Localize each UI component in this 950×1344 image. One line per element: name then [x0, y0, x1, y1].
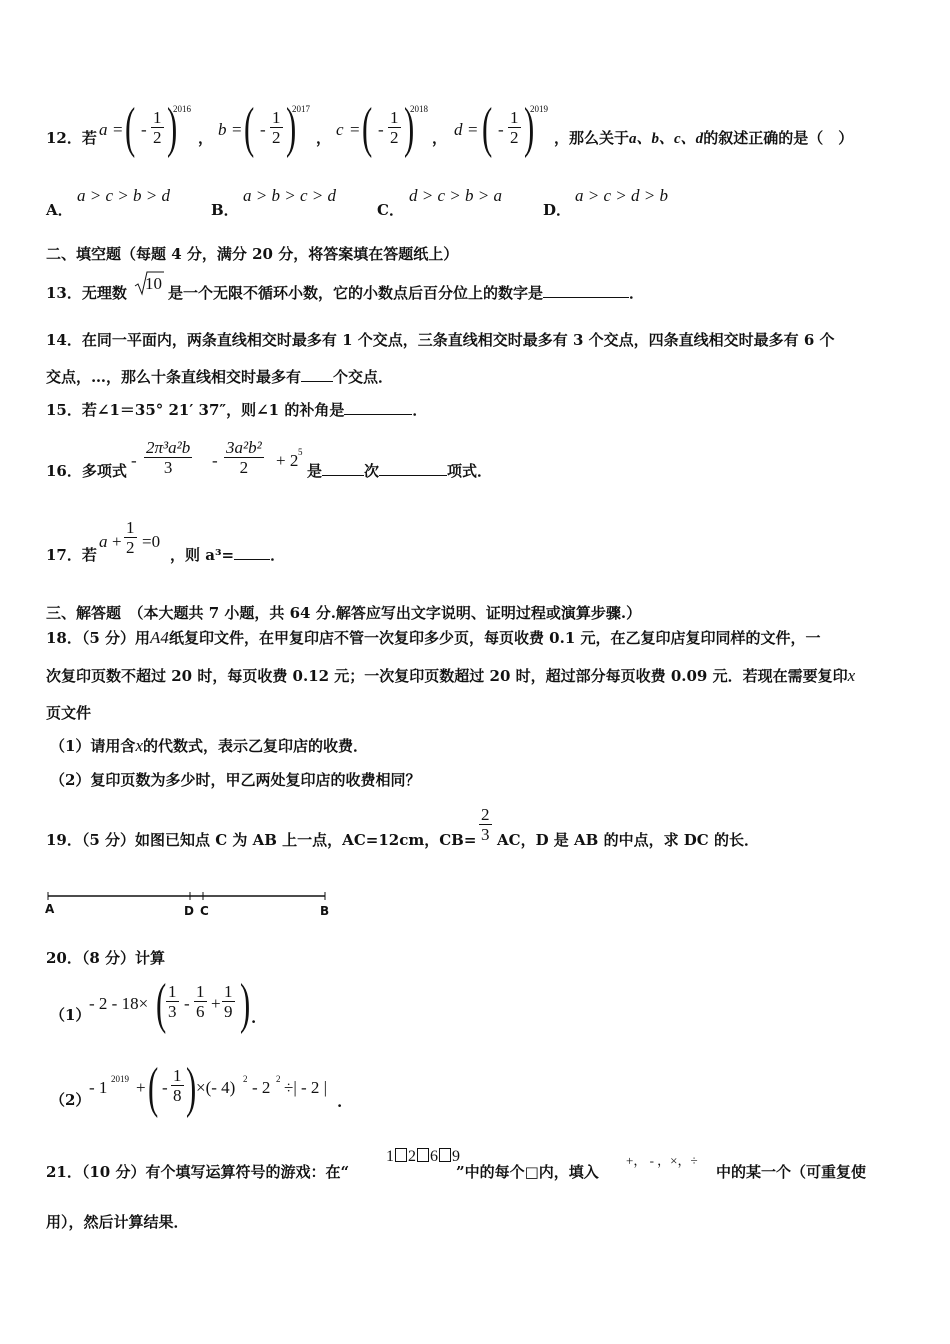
q12-comma: ，: [316, 129, 332, 147]
q21-suffix: 中的某一个（可重复使: [716, 1163, 867, 1181]
q20-part1-frac2: $\frac{1}{6}$: [196, 982, 205, 1021]
q16-minus: -: [212, 451, 218, 470]
q16-term1-den: 3: [163, 458, 173, 477]
q12-left-paren: (: [482, 97, 493, 159]
q14-line1: 14．在同一平面内，两条直线相交时最多有 1 个交点，三条直线相交时最多有 3 个交点，四条直线相交时最多有 6 个: [46, 331, 835, 349]
q12-option-a-label: A．: [46, 201, 73, 219]
q16-tail: [307, 461, 492, 481]
q12-exponent: 2019: [530, 104, 548, 114]
q12-minus: -: [378, 120, 384, 139]
q16-term1-num: 2π³a²b: [146, 438, 191, 457]
q14-line2: [46, 367, 393, 387]
q12-left-paren: (: [125, 97, 136, 159]
q16-term1: [144, 438, 192, 477]
q12-fraction: $\frac{1}{2}$: [510, 108, 519, 147]
q17-blank: [234, 545, 270, 560]
q21-digit: 6: [430, 1148, 438, 1165]
q19-label-c: C: [200, 904, 209, 918]
q16-is: 是: [307, 462, 323, 480]
q18-line2: [46, 666, 855, 686]
q12-minus: -: [141, 120, 147, 139]
q20-part2-end: .: [337, 1093, 343, 1111]
q20-part1-right-paren: ): [240, 973, 251, 1035]
q13-text: [168, 283, 644, 303]
q12-right-paren: ): [286, 97, 297, 159]
q18-var-x: x: [847, 666, 856, 685]
q20-part2-right-paren: ): [186, 1057, 197, 1119]
q21-digit: 1: [386, 1148, 394, 1165]
q15-end: ．: [412, 401, 428, 419]
q21-middle: ”中的每个□内，填入: [456, 1163, 599, 1181]
q12-var: a: [99, 120, 108, 139]
q20-part1-end: .: [251, 1009, 257, 1027]
q20-part2-b-exp: 2: [243, 1074, 248, 1084]
q19-label-b: B: [320, 904, 330, 918]
q18-stem: 次复印页数不超过 20 时，每页收费 0.12 元；一次复印页数超过 20 时，超过部分每页收费 0.09 元．若现在需要复印: [46, 667, 848, 685]
q18-sub2: （2）复印页数为多少时，甲乙两处复印店的收费相同？: [50, 771, 421, 789]
section-3-heading: 三、解答题 （本大题共 7 小题，共 64 分.解答应写出文字说明、证明过程或演算步骤.）: [46, 604, 642, 622]
q20-part2-label: （2）: [50, 1091, 91, 1109]
q16-term2: [224, 438, 264, 477]
q16-minus: -: [131, 451, 137, 470]
q20-part1-op1: -: [184, 994, 190, 1013]
blank-box-icon: [395, 1148, 407, 1162]
q12-option-b-label: B．: [211, 201, 239, 219]
q18-sub1-pre: （1）请用含: [50, 737, 136, 755]
q12-vars: a、b、c、d: [629, 131, 704, 147]
q16-term3: + 2: [276, 451, 299, 470]
q13-end: ．: [629, 284, 645, 302]
q12-stem-text: ，那么关于: [554, 129, 630, 147]
q12-var: c: [336, 120, 344, 139]
q17-end: ．: [270, 546, 286, 564]
q12-option-c-label: C．: [377, 201, 404, 219]
q12-right-paren: ): [167, 97, 178, 159]
q16-term3-exp: 5: [298, 447, 303, 457]
q20-part1-frac1: $\frac{1}{3}$: [168, 982, 177, 1021]
q21-line2: 用），然后计算结果．: [46, 1213, 189, 1231]
q21-operators: +， - ，×，÷: [626, 1153, 698, 1168]
blank-box-icon: [439, 1148, 451, 1162]
q21-digit: 9: [452, 1148, 460, 1165]
q19-label-a: A: [45, 902, 55, 916]
q18-stem: 18．（5 分）用: [46, 629, 151, 647]
q12-fraction: $\frac{1}{2}$: [390, 108, 399, 147]
q16-term2-den: 2: [239, 458, 249, 477]
q12-eq: =: [350, 120, 360, 139]
q17-plus: +: [112, 532, 122, 551]
q17-fraction: $\frac{1}{2}$: [126, 518, 135, 557]
q18-sub1-var: x: [135, 736, 143, 755]
q20-part2-plus: +: [136, 1078, 146, 1097]
q16-degree: 次: [364, 462, 380, 480]
q14-end: 个交点．: [333, 368, 394, 386]
q12-stem: [554, 128, 853, 149]
q20-part2-left-paren: (: [148, 1057, 159, 1119]
q12-option-d-label: D．: [543, 201, 572, 219]
q20-part2-d: ÷| - 2 |: [284, 1078, 328, 1097]
q19-fraction: $\frac{2}{3}$: [481, 805, 490, 844]
q13-prefix: 13．无理数: [46, 284, 127, 302]
q20-title: 20．（8 分）计算: [46, 949, 166, 967]
q17-tail: [170, 545, 285, 565]
q18-sub1-post: 的代数式，表示乙复印店的收费．: [143, 737, 369, 755]
q12-exponent: 2017: [292, 104, 310, 114]
q15-line: [46, 400, 427, 420]
q12-fraction: $\frac{1}{2}$: [272, 108, 281, 147]
q12-option-c-expr: d > c > b > a: [409, 186, 502, 205]
q18-line3: 页文件: [46, 704, 92, 722]
section-2-heading: 二、填空题（每题 4 分，满分 20 分，将答案填在答题纸上）: [46, 245, 459, 263]
q12-exponent: 2016: [173, 104, 191, 114]
q13-radicand: 10: [145, 274, 162, 293]
q12-option-b-expr: a > b > c > d: [243, 186, 336, 205]
q12-eq: =: [113, 120, 123, 139]
q19-label-d: D: [184, 904, 194, 918]
q16-blank-terms: [379, 461, 447, 476]
q20-part1-frac3: $\frac{1}{9}$: [224, 982, 233, 1021]
q12-stem-text2: 的叙述正确的是（ ）: [703, 129, 854, 147]
q20-part1-left-paren: (: [156, 973, 167, 1035]
q12-eq: =: [468, 120, 478, 139]
q17-stem: ，则 a³=: [170, 546, 235, 564]
q12-left-paren: (: [244, 97, 255, 159]
q12-right-paren: ): [404, 97, 415, 159]
q12-minus: -: [498, 120, 504, 139]
q20-part1-op2: +: [211, 994, 221, 1013]
q17-var: a: [99, 532, 108, 551]
q18-sub1: [50, 736, 368, 756]
q16-end: 项式．: [447, 462, 493, 480]
q13-stem: 是一个无限不循环小数，它的小数点后百分位上的数字是: [168, 284, 544, 302]
q19-suffix: AC，D 是 AB 的中点，求 DC 的长．: [497, 831, 759, 849]
q20-part2-c: - 2: [252, 1078, 271, 1097]
q12-number: 12．若: [46, 129, 97, 147]
q12-eq: =: [232, 120, 242, 139]
q15-blank: [344, 400, 412, 415]
q12-var: d: [454, 120, 463, 139]
q18-a4: A4: [150, 628, 169, 647]
q12-fraction: $\frac{1}{2}$: [153, 108, 162, 147]
q12-right-paren: ): [524, 97, 535, 159]
q20-part1-prefix: - 2 - 18×: [89, 994, 149, 1013]
q14-stem: 交点，…，那么十条直线相交时最多有: [46, 368, 302, 386]
q20-part1-label: （1）: [50, 1006, 91, 1024]
q12-var: b: [218, 120, 227, 139]
q12-comma: ，: [198, 129, 214, 147]
q12-exponent: 2018: [410, 104, 428, 114]
q18-line1: [46, 628, 820, 648]
q17-prefix: 17．若: [46, 546, 97, 564]
q12-comma: ，: [432, 129, 448, 147]
q20-part2-c-exp: 2: [276, 1074, 281, 1084]
q12-minus: -: [260, 120, 266, 139]
q20-part2-fraction: $\frac{1}{8}$: [173, 1066, 182, 1105]
q21-digit-boxes: [386, 1148, 460, 1166]
q16-term2-num: 3a²b²: [226, 438, 262, 457]
q21-digit: 2: [408, 1148, 416, 1165]
q16-prefix: 16．多项式: [46, 462, 127, 480]
q13-blank: [543, 283, 629, 298]
q17-eq0: =0: [142, 532, 161, 551]
q20-part2-b: ×(- 4): [196, 1078, 236, 1097]
q12-option-d-expr: a > c > d > b: [575, 186, 668, 205]
q15-stem: 15．若∠1＝35° 21′ 37″，则∠1 的补角是: [46, 401, 345, 419]
q21-prefix: 21．（10 分）有个填写运算符号的游戏：在“: [46, 1163, 350, 1181]
q14-blank: [301, 367, 333, 382]
q20-part2-minus: -: [162, 1078, 168, 1097]
blank-box-icon: [417, 1148, 429, 1162]
q16-blank-degree: [322, 461, 364, 476]
q18-stem-cont: 纸复印文件，在甲复印店不管一次复印多少页，每页收费 0.1 元，在乙复印店复印同样的文件，一: [168, 629, 821, 647]
q12-left-paren: (: [362, 97, 373, 159]
q20-part2-a: - 1: [89, 1078, 108, 1097]
q12-option-a-expr: a > c > b > d: [77, 186, 170, 205]
q20-part2-a-exp: 2019: [111, 1074, 129, 1084]
q19-prefix: 19．（5 分）如图已知点 C 为 AB 上一点，AC=12cm，CB=: [46, 831, 477, 849]
